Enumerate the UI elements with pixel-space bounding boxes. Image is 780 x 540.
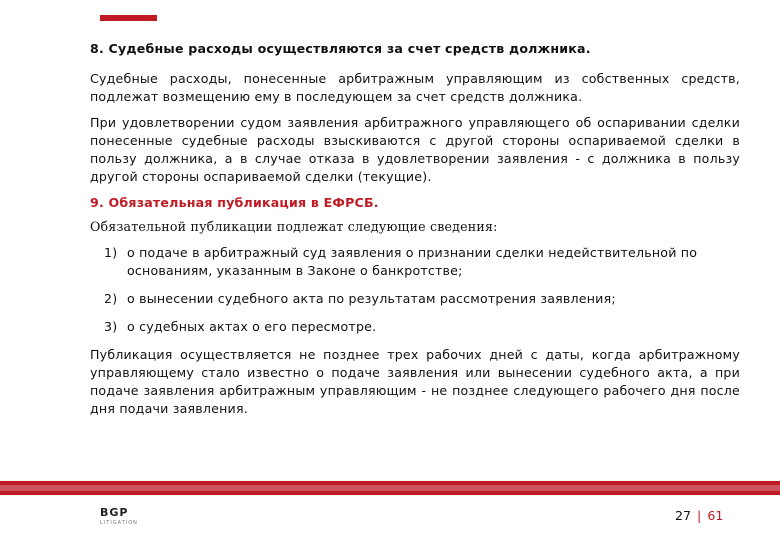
page-counter (675, 508, 723, 523)
list-item (90, 244, 740, 280)
paragraph-court-costs: Судебные расходы, понесенные арбитражным управляющим из собственных средств, подлежат возмещению ему в последующем за счет средств должника. (90, 71, 740, 104)
list-number: 2) (104, 291, 118, 306)
accent-bar (100, 15, 157, 21)
list-number: 3) (104, 319, 118, 334)
company-logo (100, 506, 138, 526)
logo-name: BGP (100, 506, 129, 519)
page-current: 27 (675, 508, 692, 523)
list-item (90, 318, 740, 336)
list-item (90, 290, 740, 308)
section-9-heading: 9. Обязательная публикация в ЕФРСБ. (90, 195, 379, 210)
publication-lead: Обязательной публикации подлежат следующие сведения: (90, 219, 498, 234)
paragraph-costs-recovery: При удовлетворении судом заявления арбитражного управляющего об оспаривании сделки понесенные судебные расходы взыскиваются с другой стороны оспариваемой сделки в пользу должника, а в случае отказа в удовлетворении заявления - с должника в пользу другой стороны оспариваемой сделки (текущие). (90, 115, 740, 184)
paragraph-publication-deadline: Публикация осуществляется не позднее трех рабочих дней с даты, когда арбитражному управляющему стало известно о подаче заявления или вынесении судебного акта, а при подаче заявления арбитражным управляющим - не позднее следующего рабочего дня после дня подачи заявления. (90, 347, 740, 416)
page-total: 61 (707, 508, 724, 523)
list-text: о судебных актах о его пересмотре. (127, 319, 377, 334)
publication-list (90, 244, 740, 336)
logo-tagline: LITIGATION (100, 520, 138, 526)
page-separator: | (697, 508, 702, 523)
list-text: о вынесении судебного акта по результатам рассмотрения заявления; (127, 291, 616, 306)
list-text: о подаче в арбитражный суд заявления о признании сделки недействительной по основаниям, указанным в Законе о банкротстве; (127, 245, 698, 278)
list-number: 1) (104, 245, 118, 260)
footer-band (0, 481, 780, 495)
section-8-heading: 8. Судебные расходы осуществляются за счет средств должника. (90, 41, 591, 56)
slide-content (90, 40, 740, 426)
